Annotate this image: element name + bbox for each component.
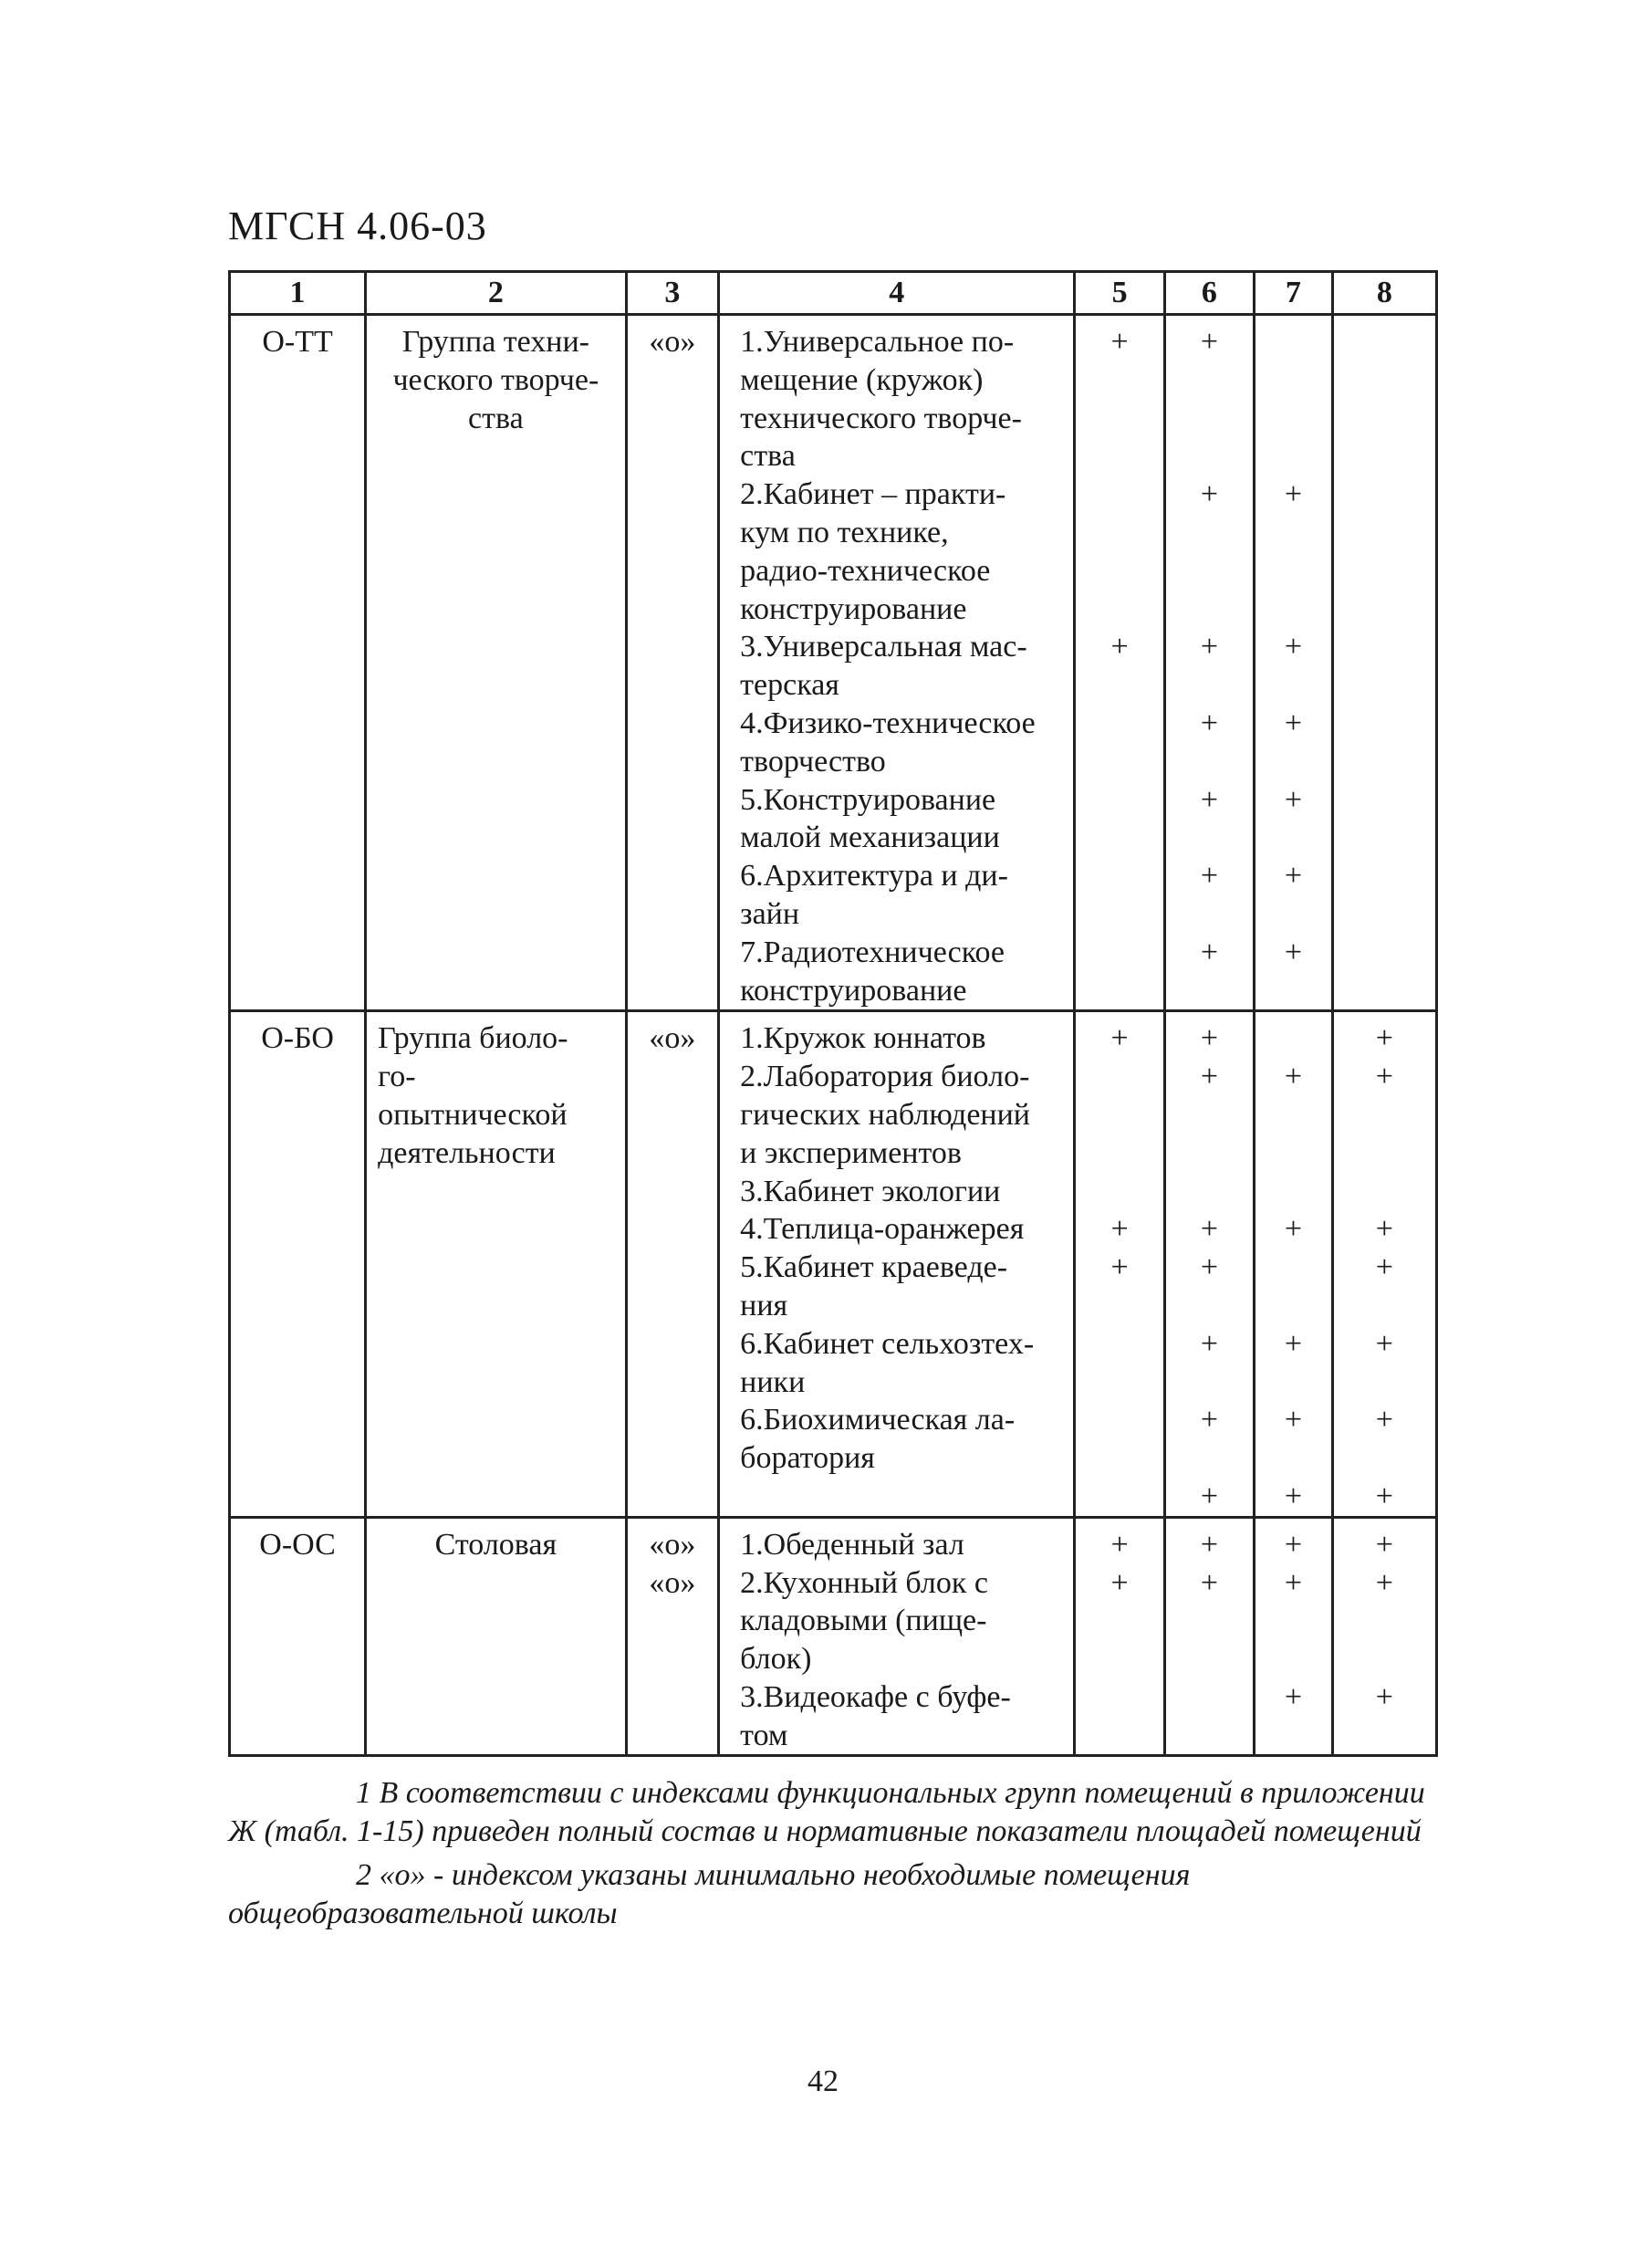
plus-mark: +	[1200, 1479, 1218, 1513]
premises-table	[228, 270, 1438, 1757]
plus-mark: +	[1200, 630, 1218, 664]
premises-item-line: 1.Универсальное по-	[740, 325, 1015, 359]
premises-item-line: ния	[740, 1288, 788, 1322]
minimum-mark: «о»	[649, 325, 696, 359]
mark-cell-c6	[1164, 1517, 1254, 1756]
plus-mark: +	[1200, 1021, 1218, 1056]
minimum-mark: «о»	[649, 1565, 696, 1600]
premises-item-line: 6.Биохимическая ла-	[740, 1403, 1016, 1437]
mark-cell-c8	[1332, 315, 1436, 1011]
premises-item-line: кладовыми (пище-	[740, 1604, 987, 1638]
plus-mark	[1166, 1678, 1253, 1717]
plus-mark: +	[1284, 1679, 1302, 1714]
table-row	[230, 315, 1437, 1011]
group-index-cell	[230, 1011, 366, 1517]
premises-item-line: боратория	[740, 1441, 875, 1476]
plus-mark: +	[1375, 1679, 1393, 1714]
document-code: МГСН 4.06-03	[228, 204, 487, 248]
group-name-cell	[366, 1517, 627, 1756]
plus-mark	[1255, 323, 1331, 361]
premises-item-line: малой механизации	[740, 820, 1000, 855]
mark-cell-c5	[1075, 1011, 1164, 1517]
plus-mark	[1076, 1173, 1162, 1211]
premises-list-cell	[719, 315, 1075, 1011]
group-name-line: Группа техни-	[401, 325, 589, 359]
premises-item-line: зайн	[740, 896, 800, 931]
plus-mark: +	[1284, 1060, 1302, 1094]
plus-mark: +	[1284, 859, 1302, 894]
plus-mark: +	[1284, 1403, 1302, 1437]
premises-list-cell	[719, 1011, 1075, 1517]
group-name-line: ческого творче-	[392, 362, 599, 397]
premises-item-line: том	[740, 1718, 788, 1752]
mark-cell-c7	[1255, 1517, 1333, 1756]
premises-item-line: 3.Универсальная мас-	[740, 630, 1027, 664]
column-header: 2	[366, 272, 627, 315]
premises-item-line: 7.Радиотехническое	[740, 935, 1005, 969]
premises-item-line: 5.Кабинет краеведе-	[740, 1250, 1008, 1285]
plus-mark: +	[1375, 1250, 1393, 1285]
plus-mark	[1334, 476, 1435, 514]
plus-mark	[1076, 1478, 1162, 1516]
plus-mark: +	[1375, 1060, 1393, 1094]
plus-mark: +	[1375, 1403, 1393, 1437]
minimum-mark-cell	[626, 1011, 719, 1517]
column-header: 1	[230, 272, 366, 315]
plus-mark	[1334, 1173, 1435, 1211]
premises-item-line: творчество	[740, 744, 886, 779]
plus-mark: +	[1200, 1326, 1218, 1361]
premises-item-line: гических наблюдений	[740, 1097, 1030, 1132]
mark-cell-c7	[1255, 1011, 1333, 1517]
premises-item-line: 2.Кабинет – практи-	[740, 477, 1006, 512]
plus-mark: +	[1284, 630, 1302, 664]
footnotes	[228, 1774, 1438, 1933]
plus-mark: +	[1200, 477, 1218, 512]
premises-item-line: и экспериментов	[740, 1135, 962, 1170]
plus-mark: +	[1284, 782, 1302, 817]
plus-mark: +	[1200, 1212, 1218, 1247]
premises-item-line: ства	[740, 439, 796, 474]
group-index: О-БО	[261, 1021, 334, 1056]
group-name-line: Столовая	[434, 1527, 557, 1562]
column-header: 8	[1332, 272, 1436, 315]
premises-item-line: 3.Видеокафе с буфе-	[740, 1679, 1011, 1714]
mark-cell-c6	[1164, 315, 1254, 1011]
group-name-cell	[366, 315, 627, 1011]
premises-item-line: радио-техническое	[740, 553, 991, 588]
group-index: О-ОС	[259, 1527, 336, 1562]
plus-mark: +	[1200, 935, 1218, 969]
mark-cell-c8	[1332, 1517, 1436, 1756]
plus-mark: +	[1200, 782, 1218, 817]
plus-mark	[1255, 1019, 1331, 1058]
premises-item-line: кум по технике,	[740, 515, 949, 549]
mark-cell-c5	[1075, 315, 1164, 1011]
premises-item-line: 5.Конструирование	[740, 782, 996, 817]
plus-mark	[1334, 705, 1435, 743]
group-index: О-ТТ	[262, 325, 333, 359]
plus-mark	[1334, 934, 1435, 972]
plus-mark	[1076, 1058, 1162, 1096]
plus-mark	[1076, 705, 1162, 743]
group-name-line: Группа биоло-	[378, 1021, 568, 1056]
mark-cell-c7	[1255, 315, 1333, 1011]
group-name-line: го-	[378, 1060, 416, 1094]
minimum-mark-cell	[626, 1517, 719, 1756]
premises-item-line: 2.Лаборатория биоло-	[740, 1060, 1030, 1094]
plus-mark	[1076, 1325, 1162, 1364]
plus-mark	[1255, 1249, 1331, 1287]
plus-mark: +	[1200, 1250, 1218, 1285]
page-number: 42	[807, 2064, 839, 2098]
mark-cell-c8	[1332, 1011, 1436, 1517]
footnote-1: 1 В соответствии с индексами функциональных групп помещений в приложении Ж (табл. 1-15) приведен полный состав и нормативные показатели площадей помещений	[228, 1776, 1425, 1848]
plus-mark: +	[1375, 1021, 1393, 1056]
column-header: 3	[626, 272, 719, 315]
plus-mark: +	[1284, 1212, 1302, 1247]
group-name-cell	[366, 1011, 627, 1517]
plus-mark	[1334, 857, 1435, 895]
plus-mark: +	[1284, 1527, 1302, 1562]
group-index-cell	[230, 315, 366, 1011]
plus-mark	[1334, 781, 1435, 820]
plus-mark: +	[1200, 1060, 1218, 1094]
premises-item-line: 6.Кабинет сельхозтех-	[740, 1326, 1035, 1361]
plus-mark: +	[1200, 705, 1218, 740]
plus-mark: +	[1110, 630, 1129, 664]
mark-cell-c6	[1164, 1011, 1254, 1517]
plus-mark: +	[1375, 1479, 1393, 1513]
premises-item-line: 2.Кухонный блок с	[740, 1565, 988, 1600]
premises-item-line: 3.Кабинет экологии	[740, 1174, 1001, 1208]
plus-mark: +	[1200, 325, 1218, 359]
premises-item-line: ники	[740, 1364, 806, 1399]
premises-item-line: 4.Теплица-оранжерея	[740, 1212, 1025, 1247]
premises-item-line: мещение (кружок)	[740, 362, 984, 397]
group-name-line: ства	[468, 401, 524, 435]
plus-mark	[1334, 628, 1435, 666]
group-name-line: деятельности	[378, 1135, 556, 1170]
plus-mark: +	[1200, 1403, 1218, 1437]
premises-item-line: конструирование	[740, 973, 967, 1008]
premises-item-line: блок)	[740, 1642, 812, 1677]
plus-mark: +	[1284, 1565, 1302, 1600]
plus-mark: +	[1284, 1326, 1302, 1361]
mark-cell-c5	[1075, 1517, 1164, 1756]
premises-item-line: терская	[740, 668, 839, 703]
plus-mark: +	[1284, 705, 1302, 740]
premises-item-line: 1.Обеденный зал	[740, 1527, 964, 1562]
plus-mark	[1076, 857, 1162, 895]
premises-item-line: конструирование	[740, 591, 967, 626]
premises-item-line: технического творче-	[740, 401, 1022, 435]
minimum-mark: «о»	[649, 1021, 696, 1056]
plus-mark: +	[1200, 1527, 1218, 1562]
plus-mark: +	[1110, 1250, 1129, 1285]
premises-item-line: 4.Физико-техническое	[740, 705, 1036, 740]
premises-list-cell	[719, 1517, 1075, 1756]
minimum-mark-cell	[626, 315, 719, 1011]
plus-mark: +	[1375, 1326, 1393, 1361]
plus-mark	[1076, 1401, 1162, 1439]
plus-mark: +	[1284, 477, 1302, 512]
plus-mark	[1076, 934, 1162, 972]
plus-mark: +	[1200, 1565, 1218, 1600]
plus-mark: +	[1110, 325, 1129, 359]
plus-mark: +	[1110, 1212, 1129, 1247]
table-row	[230, 1517, 1437, 1756]
plus-mark	[1076, 781, 1162, 820]
plus-mark	[1255, 1173, 1331, 1211]
column-header: 5	[1075, 272, 1164, 315]
plus-mark	[1076, 476, 1162, 514]
plus-mark: +	[1110, 1021, 1129, 1056]
premises-item-line: 6.Архитектура и ди-	[740, 859, 1008, 894]
plus-mark: +	[1284, 935, 1302, 969]
group-name-line: опытнической	[378, 1097, 568, 1132]
group-index-cell	[230, 1517, 366, 1756]
plus-mark: +	[1110, 1565, 1129, 1600]
column-header: 7	[1255, 272, 1333, 315]
table-row	[230, 1011, 1437, 1517]
plus-mark: +	[1110, 1527, 1129, 1562]
column-header: 4	[719, 272, 1075, 315]
footnote-2: 2 «о» - индексом указаны минимально необходимые помещения общеобразовательной школы	[228, 1858, 1191, 1930]
plus-mark: +	[1284, 1479, 1302, 1513]
plus-mark: +	[1375, 1565, 1393, 1600]
premises-item-line: 1.Кружок юннатов	[740, 1021, 986, 1056]
plus-mark	[1334, 323, 1435, 361]
column-header: 6	[1164, 272, 1254, 315]
plus-mark: +	[1375, 1212, 1393, 1247]
premises-item-line	[731, 1478, 1062, 1516]
minimum-mark: «о»	[649, 1527, 696, 1562]
plus-mark: +	[1200, 859, 1218, 894]
plus-mark: +	[1375, 1527, 1393, 1562]
plus-mark	[1166, 1173, 1253, 1211]
table-header-row	[230, 272, 1437, 315]
plus-mark	[1076, 1678, 1162, 1717]
